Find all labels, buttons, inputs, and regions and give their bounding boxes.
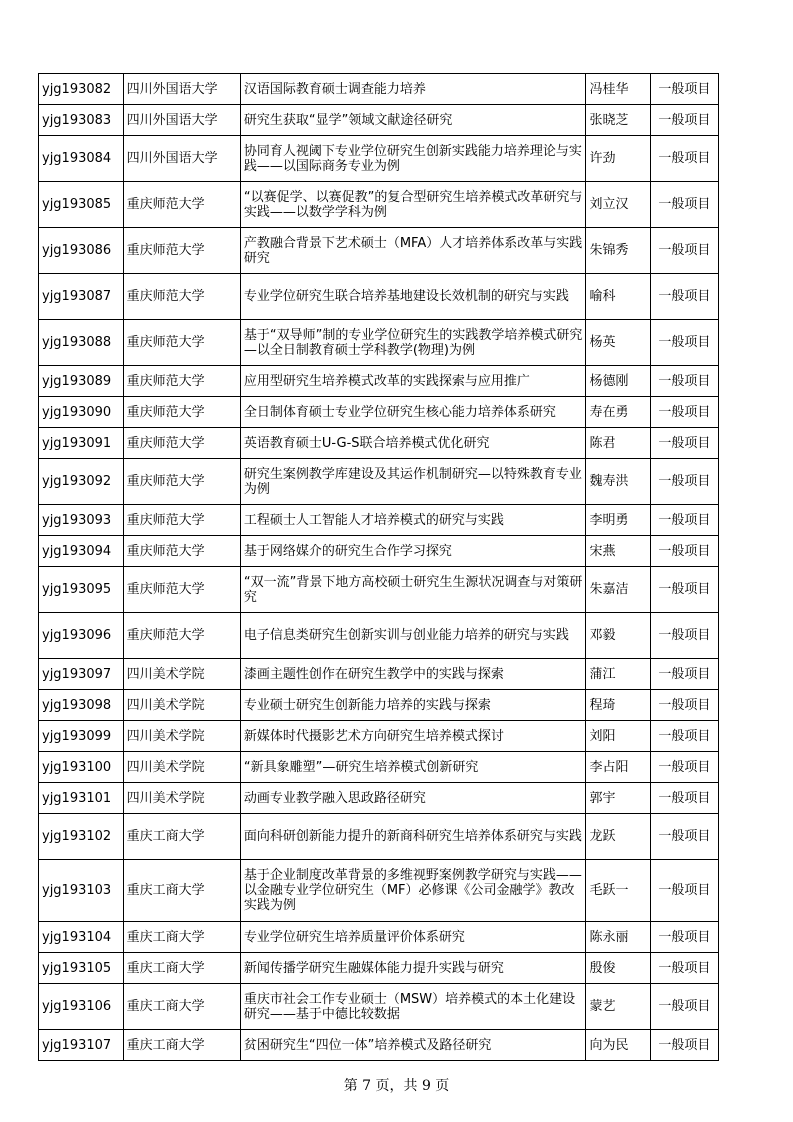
table-row: [39, 397, 719, 428]
project-id: yjg193085: [39, 182, 124, 228]
project-type: 一般项目: [650, 536, 718, 567]
project-leader: 程琦: [586, 690, 650, 721]
table-row: [39, 320, 719, 366]
project-leader: 郭宇: [586, 783, 650, 814]
project-id: yjg193091: [39, 428, 124, 459]
project-title: 研究生获取“显学”领域文献途径研究: [240, 105, 586, 136]
project-type: 一般项目: [650, 505, 718, 536]
project-leader: 龙跃: [586, 814, 650, 860]
project-title: 新媒体时代摄影艺术方向研究生培养模式探讨: [240, 721, 586, 752]
table-row: [39, 274, 719, 320]
project-title: 全日制体育硕士专业学位研究生核心能力培养体系研究: [240, 397, 586, 428]
project-title: 研究生案例教学库建设及其运作机制研究—以特殊教育专业为例: [240, 459, 586, 505]
project-type: 一般项目: [650, 752, 718, 783]
project-type: 一般项目: [650, 274, 718, 320]
project-title: 应用型研究生培养模式改革的实践探索与应用推广: [240, 366, 586, 397]
project-id: yjg193082: [39, 74, 124, 105]
table-row: [39, 105, 719, 136]
university-name: 重庆师范大学: [123, 536, 240, 567]
project-leader: 蒙艺: [586, 984, 650, 1030]
project-leader: 刘立汉: [586, 182, 650, 228]
project-id: yjg193084: [39, 136, 124, 182]
project-id: yjg193097: [39, 659, 124, 690]
project-type: 一般项目: [650, 860, 718, 922]
project-id: yjg193086: [39, 228, 124, 274]
project-leader: 朱嘉洁: [586, 567, 650, 613]
table-row: [39, 953, 719, 984]
project-type: 一般项目: [650, 397, 718, 428]
project-leader: 冯桂华: [586, 74, 650, 105]
project-title: “新具象雕塑”—研究生培养模式创新研究: [240, 752, 586, 783]
project-title: 工程硕士人工智能人才培养模式的研究与实践: [240, 505, 586, 536]
university-name: 重庆师范大学: [123, 613, 240, 659]
project-title: 英语教育硕士U-G-S联合培养模式优化研究: [240, 428, 586, 459]
project-id: yjg193102: [39, 814, 124, 860]
project-leader: 李占阳: [586, 752, 650, 783]
university-name: 重庆师范大学: [123, 274, 240, 320]
university-name: 四川美术学院: [123, 783, 240, 814]
project-title: 专业学位研究生联合培养基地建设长效机制的研究与实践: [240, 274, 586, 320]
project-leader: 朱锦秀: [586, 228, 650, 274]
project-title: 专业学位研究生培养质量评价体系研究: [240, 922, 586, 953]
project-id: yjg193101: [39, 783, 124, 814]
project-title: 漆画主题性创作在研究生教学中的实践与探索: [240, 659, 586, 690]
project-type: 一般项目: [650, 690, 718, 721]
project-title: 产教融合背景下艺术硕士（MFA）人才培养体系改革与实践研究: [240, 228, 586, 274]
project-leader: 刘阳: [586, 721, 650, 752]
project-leader: 杨德刚: [586, 366, 650, 397]
project-title: 基于“双导师”制的专业学位研究生的实践教学培养模式研究—以全日制教育硕士学科教学(物理)为例: [240, 320, 586, 366]
university-name: 重庆师范大学: [123, 459, 240, 505]
university-name: 重庆师范大学: [123, 397, 240, 428]
project-type: 一般项目: [650, 922, 718, 953]
university-name: 四川外国语大学: [123, 105, 240, 136]
project-title: 贫困研究生“四位一体”培养模式及路径研究: [240, 1030, 586, 1061]
project-type: 一般项目: [650, 814, 718, 860]
project-id: yjg193089: [39, 366, 124, 397]
project-id: yjg193100: [39, 752, 124, 783]
project-id: yjg193098: [39, 690, 124, 721]
project-title: 基于网络媒介的研究生合作学习探究: [240, 536, 586, 567]
project-title: 面向科研创新能力提升的新商科研究生培养体系研究与实践: [240, 814, 586, 860]
university-name: 重庆工商大学: [123, 1030, 240, 1061]
project-title: 动画专业教学融入思政路径研究: [240, 783, 586, 814]
project-title: 重庆市社会工作专业硕士（MSW）培养模式的本土化建设研究——基于中德比较数据: [240, 984, 586, 1030]
project-leader: 李明勇: [586, 505, 650, 536]
table-row: [39, 814, 719, 860]
project-title: 汉语国际教育硕士调查能力培养: [240, 74, 586, 105]
project-leader: 向为民: [586, 1030, 650, 1061]
project-id: yjg193095: [39, 567, 124, 613]
university-name: 重庆工商大学: [123, 814, 240, 860]
table-row: [39, 228, 719, 274]
university-name: 重庆师范大学: [123, 567, 240, 613]
project-type: 一般项目: [650, 182, 718, 228]
project-leader: 宋燕: [586, 536, 650, 567]
table-row: [39, 505, 719, 536]
project-leader: 邓毅: [586, 613, 650, 659]
project-type: 一般项目: [650, 659, 718, 690]
project-type: 一般项目: [650, 74, 718, 105]
university-name: 四川外国语大学: [123, 74, 240, 105]
table-row: [39, 922, 719, 953]
project-title: 电子信息类研究生创新实训与创业能力培养的研究与实践: [240, 613, 586, 659]
university-name: 重庆师范大学: [123, 366, 240, 397]
project-title: 新闻传播学研究生融媒体能力提升实践与研究: [240, 953, 586, 984]
project-leader: 喻科: [586, 274, 650, 320]
project-type: 一般项目: [650, 428, 718, 459]
university-name: 重庆工商大学: [123, 922, 240, 953]
project-id: yjg193094: [39, 536, 124, 567]
project-title: 专业硕士研究生创新能力培养的实践与探索: [240, 690, 586, 721]
project-id: yjg193103: [39, 860, 124, 922]
project-title: “双一流”背景下地方高校硕士研究生生源状况调查与对策研究: [240, 567, 586, 613]
project-leader: 殷俊: [586, 953, 650, 984]
project-type: 一般项目: [650, 228, 718, 274]
university-name: 四川美术学院: [123, 721, 240, 752]
project-id: yjg193087: [39, 274, 124, 320]
project-type: 一般项目: [650, 136, 718, 182]
project-id: yjg193088: [39, 320, 124, 366]
university-name: 四川美术学院: [123, 690, 240, 721]
university-name: 重庆师范大学: [123, 182, 240, 228]
project-id: yjg193090: [39, 397, 124, 428]
project-type: 一般项目: [650, 366, 718, 397]
table-row: [39, 659, 719, 690]
project-leader: 魏寿洪: [586, 459, 650, 505]
project-title: “以赛促学、以赛促教”的复合型研究生培养模式改革研究与实践——以数学学科为例: [240, 182, 586, 228]
project-id: yjg193099: [39, 721, 124, 752]
table-row: [39, 182, 719, 228]
project-id: yjg193106: [39, 984, 124, 1030]
table-row: [39, 690, 719, 721]
table-row: [39, 567, 719, 613]
project-leader: 张晓芝: [586, 105, 650, 136]
project-leader: 杨英: [586, 320, 650, 366]
university-name: 四川外国语大学: [123, 136, 240, 182]
project-type: 一般项目: [650, 1030, 718, 1061]
university-name: 重庆师范大学: [123, 505, 240, 536]
university-name: 重庆师范大学: [123, 228, 240, 274]
table-row: [39, 1030, 719, 1061]
table-row: [39, 459, 719, 505]
table-row: [39, 752, 719, 783]
project-leader: 许劲: [586, 136, 650, 182]
project-id: yjg193107: [39, 1030, 124, 1061]
project-id: yjg193096: [39, 613, 124, 659]
table-row: [39, 721, 719, 752]
project-leader: 陈君: [586, 428, 650, 459]
project-type: 一般项目: [650, 984, 718, 1030]
table-row: [39, 984, 719, 1030]
table-row: [39, 136, 719, 182]
university-name: 重庆师范大学: [123, 428, 240, 459]
university-name: 重庆师范大学: [123, 320, 240, 366]
table-row: [39, 366, 719, 397]
project-id: yjg193105: [39, 953, 124, 984]
university-name: 四川美术学院: [123, 752, 240, 783]
project-type: 一般项目: [650, 783, 718, 814]
table-row: [39, 613, 719, 659]
project-id: yjg193083: [39, 105, 124, 136]
table-row: [39, 536, 719, 567]
project-type: 一般项目: [650, 320, 718, 366]
project-id: yjg193104: [39, 922, 124, 953]
table-row: [39, 783, 719, 814]
project-table: [38, 73, 719, 1061]
table-row: [39, 428, 719, 459]
page-footer: 第 7 页，共 9 页: [343, 1078, 450, 1094]
project-leader: 蒲江: [586, 659, 650, 690]
project-type: 一般项目: [650, 459, 718, 505]
project-leader: 毛跃一: [586, 860, 650, 922]
table-row: [39, 860, 719, 922]
project-title: 基于企业制度改革背景的多维视野案例教学研究与实践——以金融专业学位研究生（MF）必修课《公司金融学》教改实践为例: [240, 860, 586, 922]
project-leader: 寿在勇: [586, 397, 650, 428]
project-type: 一般项目: [650, 953, 718, 984]
project-type: 一般项目: [650, 613, 718, 659]
university-name: 重庆工商大学: [123, 860, 240, 922]
project-id: yjg193093: [39, 505, 124, 536]
project-title: 协同育人视阈下专业学位研究生创新实践能力培养理论与实践——以国际商务专业为例: [240, 136, 586, 182]
table-row: [39, 74, 719, 105]
university-name: 重庆工商大学: [123, 953, 240, 984]
university-name: 重庆工商大学: [123, 984, 240, 1030]
project-id: yjg193092: [39, 459, 124, 505]
project-type: 一般项目: [650, 721, 718, 752]
project-type: 一般项目: [650, 105, 718, 136]
university-name: 四川美术学院: [123, 659, 240, 690]
project-type: 一般项目: [650, 567, 718, 613]
project-leader: 陈永丽: [586, 922, 650, 953]
